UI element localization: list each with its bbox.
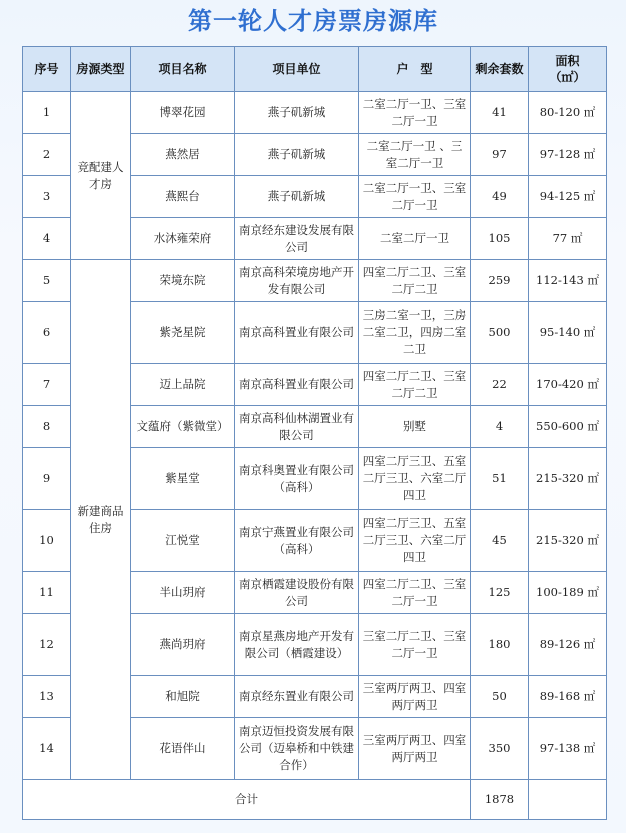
- header-area-unit: （㎡）: [549, 70, 586, 84]
- remaining-count: 500: [471, 302, 529, 364]
- project-unit: 南京迈恒投资发展有限公司（迈皋桥和中铁建合作）: [235, 718, 359, 780]
- project-name: 燕然居: [131, 134, 235, 176]
- housing-type-group: 新建商品住房: [71, 260, 131, 780]
- remaining-count: 51: [471, 448, 529, 510]
- row-number: 6: [23, 302, 71, 364]
- unit-layout: 别墅: [359, 406, 471, 448]
- project-unit: 南京宁燕置业有限公司（高科）: [235, 510, 359, 572]
- header-layout: 户 型: [359, 47, 471, 92]
- area-range: 95-140 ㎡: [529, 302, 607, 364]
- row-number: 10: [23, 510, 71, 572]
- project-name: 江悦堂: [131, 510, 235, 572]
- project-name: 燕熙台: [131, 176, 235, 218]
- project-unit: 燕子矶新城: [235, 176, 359, 218]
- header-no: 序号: [23, 47, 71, 92]
- unit-layout: 二室二厅一卫 、三室二厅一卫: [359, 134, 471, 176]
- row-number: 2: [23, 134, 71, 176]
- row-number: 3: [23, 176, 71, 218]
- total-label: 合计: [23, 780, 471, 820]
- housing-type-group: 竞配建人才房: [71, 92, 131, 260]
- unit-layout: 四室二厅二卫、三室二厅一卫: [359, 572, 471, 614]
- area-range: 550-600 ㎡: [529, 406, 607, 448]
- project-unit: 南京经东建设发展有限公司: [235, 218, 359, 260]
- project-name: 水沐雍荣府: [131, 218, 235, 260]
- project-unit: 南京栖霞建设股份有限公司: [235, 572, 359, 614]
- header-type: 房源类型: [71, 47, 131, 92]
- unit-layout: 三室两厅两卫、四室两厅两卫: [359, 718, 471, 780]
- header-area: [529, 47, 607, 92]
- remaining-count: 49: [471, 176, 529, 218]
- row-number: 14: [23, 718, 71, 780]
- area-range: 89-126 ㎡: [529, 614, 607, 676]
- remaining-count: 350: [471, 718, 529, 780]
- unit-layout: 二室二厅一卫、三室二厅一卫: [359, 176, 471, 218]
- row-number: 9: [23, 448, 71, 510]
- area-range: 77 ㎡: [529, 218, 607, 260]
- area-range: 100-189 ㎡: [529, 572, 607, 614]
- project-unit: 南京高科置业有限公司: [235, 364, 359, 406]
- unit-layout: 三室两厅两卫、四室两厅两卫: [359, 676, 471, 718]
- project-unit: 南京高科仙林湖置业有限公司: [235, 406, 359, 448]
- remaining-count: 4: [471, 406, 529, 448]
- project-name: 半山玥府: [131, 572, 235, 614]
- unit-layout: 三室二厅二卫、三室二厅一卫: [359, 614, 471, 676]
- page-title: 第一轮人才房票房源库: [188, 7, 438, 35]
- remaining-count: 22: [471, 364, 529, 406]
- row-number: 8: [23, 406, 71, 448]
- project-name: 紫尧星院: [131, 302, 235, 364]
- project-name: 和旭院: [131, 676, 235, 718]
- row-number: 5: [23, 260, 71, 302]
- header-row: [23, 47, 607, 92]
- total-count: 1878: [471, 780, 529, 820]
- row-number: 11: [23, 572, 71, 614]
- total-row: [23, 780, 607, 820]
- remaining-count: 259: [471, 260, 529, 302]
- area-range: 97-128 ㎡: [529, 134, 607, 176]
- project-unit: 南京经东置业有限公司: [235, 676, 359, 718]
- project-name: 博翠花园: [131, 92, 235, 134]
- project-unit: 南京高科荣境房地产开发有限公司: [235, 260, 359, 302]
- row-number: 1: [23, 92, 71, 134]
- row-number: 13: [23, 676, 71, 718]
- area-range: 97-138 ㎡: [529, 718, 607, 780]
- remaining-count: 180: [471, 614, 529, 676]
- remaining-count: 50: [471, 676, 529, 718]
- project-name: 荣境东院: [131, 260, 235, 302]
- table-row: [23, 92, 607, 134]
- header-unit: 项目单位: [235, 47, 359, 92]
- unit-layout: 四室二厅三卫、五室二厅三卫、六室二厅四卫: [359, 510, 471, 572]
- header-count: 剩余套数: [471, 47, 529, 92]
- project-unit: 南京高科置业有限公司: [235, 302, 359, 364]
- area-range: 170-420 ㎡: [529, 364, 607, 406]
- unit-layout: 二室二厅一卫: [359, 218, 471, 260]
- remaining-count: 97: [471, 134, 529, 176]
- header-area-label: 面积: [555, 54, 580, 68]
- row-number: 12: [23, 614, 71, 676]
- project-name: 花语伴山: [131, 718, 235, 780]
- total-area-empty: [529, 780, 607, 820]
- project-name: 紫星堂: [131, 448, 235, 510]
- unit-layout: 四室二厅二卫、三室二厅二卫: [359, 364, 471, 406]
- area-range: 94-125 ㎡: [529, 176, 607, 218]
- header-name: 项目名称: [131, 47, 235, 92]
- project-unit: 燕子矶新城: [235, 92, 359, 134]
- remaining-count: 41: [471, 92, 529, 134]
- table-row: [23, 260, 607, 302]
- area-range: 215-320 ㎡: [529, 510, 607, 572]
- unit-layout: 三房二室一卫，三房二室二卫，四房二室二卫: [359, 302, 471, 364]
- unit-layout: 四室二厅二卫、三室二厅二卫: [359, 260, 471, 302]
- project-unit: 南京科奥置业有限公司（高科）: [235, 448, 359, 510]
- project-name: 燕尚玥府: [131, 614, 235, 676]
- row-number: 7: [23, 364, 71, 406]
- table-body: [23, 92, 607, 820]
- project-name: 迈上品院: [131, 364, 235, 406]
- remaining-count: 45: [471, 510, 529, 572]
- area-range: 112-143 ㎡: [529, 260, 607, 302]
- housing-table: [22, 46, 607, 820]
- project-unit: 南京星燕房地产开发有限公司（栖霞建设）: [235, 614, 359, 676]
- area-range: 215-320 ㎡: [529, 448, 607, 510]
- unit-layout: 二室二厅一卫、三室二厅一卫: [359, 92, 471, 134]
- project-unit: 燕子矶新城: [235, 134, 359, 176]
- project-name: 文蕴府（紫微堂）: [131, 406, 235, 448]
- remaining-count: 105: [471, 218, 529, 260]
- row-number: 4: [23, 218, 71, 260]
- area-range: 80-120 ㎡: [529, 92, 607, 134]
- area-range: 89-168 ㎡: [529, 676, 607, 718]
- unit-layout: 四室二厅三卫、五室二厅三卫、六室二厅四卫: [359, 448, 471, 510]
- remaining-count: 125: [471, 572, 529, 614]
